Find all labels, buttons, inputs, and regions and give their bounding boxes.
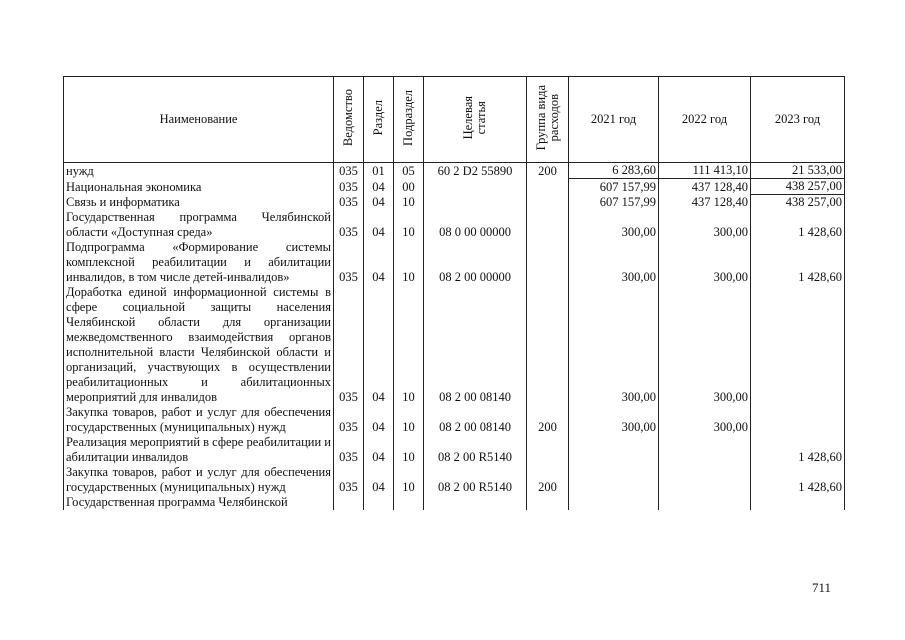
header-2022: 2022 год <box>659 77 751 163</box>
row-2021 <box>569 435 659 465</box>
table-row <box>64 195 845 211</box>
row-razdel: 01 <box>364 163 394 179</box>
row-2022: 437 128,40 <box>659 195 751 211</box>
row-2021: 607 157,99 <box>569 195 659 211</box>
row-vedomstvo <box>334 495 364 510</box>
page-number: 711 <box>812 580 832 595</box>
table-header-row <box>64 77 845 163</box>
row-2021 <box>569 495 659 510</box>
header-vedomstvo: Ведомство <box>341 88 355 147</box>
row-gruppa <box>527 240 569 285</box>
row-podrazdel: 05 <box>394 163 424 179</box>
row-celevaya-statya: 08 2 00 08140 <box>424 285 527 405</box>
row-gruppa: 200 <box>527 405 569 435</box>
table-row <box>64 405 845 435</box>
row-2022: 300,00 <box>659 240 751 285</box>
row-name: нужд <box>64 163 334 179</box>
row-2021: 607 157,99 <box>569 179 659 195</box>
row-razdel: 04 <box>364 179 394 195</box>
row-gruppa <box>527 495 569 510</box>
row-vedomstvo: 035 <box>334 163 364 179</box>
row-name: Подпрограмма «Формирование системы комплексной реабилитации и абилитации инвалидов, в том числе детей-инвалидов» <box>64 240 334 285</box>
row-2023: 1 428,60 <box>751 240 845 285</box>
row-celevaya-statya <box>424 495 527 510</box>
row-podrazdel: 10 <box>394 405 424 435</box>
row-2023 <box>751 405 845 435</box>
row-celevaya-statya: 08 0 00 00000 <box>424 210 527 240</box>
row-celevaya-statya <box>424 179 527 195</box>
row-name: Национальная экономика <box>64 179 334 195</box>
table-row <box>64 179 845 195</box>
table-row <box>64 495 845 510</box>
row-podrazdel: 10 <box>394 465 424 495</box>
row-2021: 300,00 <box>569 210 659 240</box>
row-celevaya-statya <box>424 195 527 211</box>
row-2023: 438 257,00 <box>751 179 845 195</box>
row-2023: 1 428,60 <box>751 435 845 465</box>
row-2021 <box>569 465 659 495</box>
row-podrazdel: 10 <box>394 210 424 240</box>
row-podrazdel <box>394 495 424 510</box>
row-name: Закупка товаров, работ и услуг для обеспечения государственных (муниципальных) нужд <box>64 405 334 435</box>
budget-table <box>63 76 845 510</box>
row-razdel: 04 <box>364 405 394 435</box>
row-gruppa <box>527 179 569 195</box>
row-celevaya-statya: 60 2 D2 55890 <box>424 163 527 179</box>
row-vedomstvo: 035 <box>334 210 364 240</box>
table-row <box>64 285 845 405</box>
row-2022: 300,00 <box>659 285 751 405</box>
row-2023 <box>751 285 845 405</box>
row-2021: 6 283,60 <box>569 163 659 179</box>
row-2023: 1 428,60 <box>751 210 845 240</box>
row-2022: 111 413,10 <box>659 163 751 179</box>
row-2022 <box>659 495 751 510</box>
row-podrazdel: 00 <box>394 179 424 195</box>
row-2023: 438 257,00 <box>751 195 845 211</box>
row-2023: 21 533,00 <box>751 163 845 179</box>
row-gruppa: 200 <box>527 163 569 179</box>
table-row <box>64 240 845 285</box>
row-gruppa: 200 <box>527 465 569 495</box>
row-podrazdel: 10 <box>394 240 424 285</box>
row-celevaya-statya: 08 2 00 R5140 <box>424 435 527 465</box>
row-2022: 300,00 <box>659 405 751 435</box>
row-2022 <box>659 435 751 465</box>
header-celevaya-statya: Целевая статья <box>461 95 488 140</box>
row-name: Доработка единой информационной системы в сфере социальной защиты населения Челябинской области для организации межведомственного взаимодействия органов исполнительной власти Челябинской области и организаций, участвующих в осуществлении реабилитационных и абилитационных мероприятий для инвалидов <box>64 285 334 405</box>
row-name: Закупка товаров, работ и услуг для обеспечения государственных (муниципальных) нужд <box>64 465 334 495</box>
row-podrazdel: 10 <box>394 285 424 405</box>
row-vedomstvo: 035 <box>334 435 364 465</box>
row-2021: 300,00 <box>569 405 659 435</box>
row-podrazdel: 10 <box>394 195 424 211</box>
row-2021: 300,00 <box>569 240 659 285</box>
row-razdel: 04 <box>364 210 394 240</box>
row-name: Государственная программа Челябинской области «Доступная среда» <box>64 210 334 240</box>
row-2021: 300,00 <box>569 285 659 405</box>
header-razdel: Раздел <box>371 99 385 136</box>
row-razdel: 04 <box>364 465 394 495</box>
table-row <box>64 210 845 240</box>
row-razdel: 04 <box>364 240 394 285</box>
header-podrazdel: Подраздел <box>401 89 415 146</box>
row-vedomstvo: 035 <box>334 405 364 435</box>
row-name: Связь и информатика <box>64 195 334 211</box>
row-gruppa <box>527 435 569 465</box>
table-row <box>64 435 845 465</box>
row-vedomstvo: 035 <box>334 195 364 211</box>
row-2022: 437 128,40 <box>659 179 751 195</box>
row-vedomstvo: 035 <box>334 285 364 405</box>
row-gruppa <box>527 285 569 405</box>
row-gruppa <box>527 210 569 240</box>
row-vedomstvo: 035 <box>334 465 364 495</box>
row-razdel: 04 <box>364 285 394 405</box>
row-razdel: 04 <box>364 435 394 465</box>
header-gruppa-vida-rashodov: Группа вида расходов <box>533 84 561 151</box>
row-2022 <box>659 465 751 495</box>
table-row <box>64 465 845 495</box>
header-2023: 2023 год <box>751 77 845 163</box>
row-celevaya-statya: 08 2 00 00000 <box>424 240 527 285</box>
row-2023: 1 428,60 <box>751 465 845 495</box>
row-razdel <box>364 495 394 510</box>
row-2023 <box>751 495 845 510</box>
header-name: Наименование <box>64 77 334 163</box>
row-gruppa <box>527 195 569 211</box>
row-podrazdel: 10 <box>394 435 424 465</box>
table-row <box>64 163 845 179</box>
row-vedomstvo: 035 <box>334 240 364 285</box>
row-2022: 300,00 <box>659 210 751 240</box>
row-name: Реализация мероприятий в сфере реабилитации и абилитации инвалидов <box>64 435 334 465</box>
row-name: Государственная программа Челябинской <box>64 495 334 510</box>
row-celevaya-statya: 08 2 00 08140 <box>424 405 527 435</box>
row-celevaya-statya: 08 2 00 R5140 <box>424 465 527 495</box>
row-razdel: 04 <box>364 195 394 211</box>
row-vedomstvo: 035 <box>334 179 364 195</box>
header-2021: 2021 год <box>569 77 659 163</box>
